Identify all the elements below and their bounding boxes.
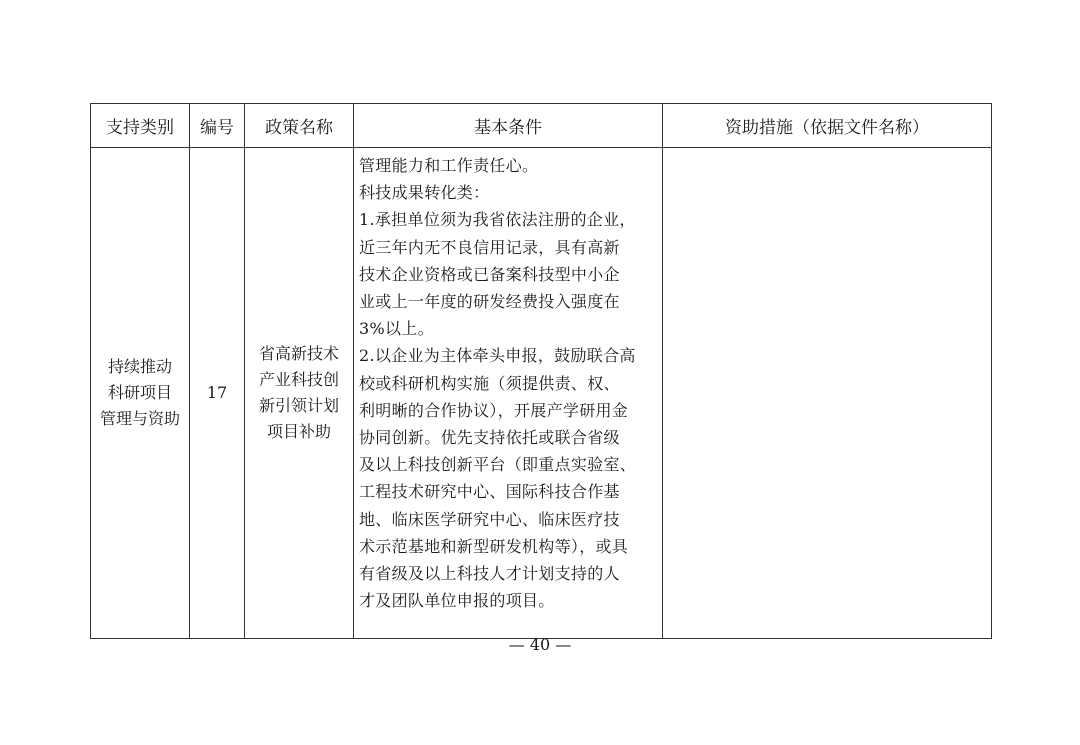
cell-number: 17 [190, 148, 245, 639]
policy-table [90, 103, 992, 639]
condition-line: 有省级及以上科技人才计划支持的人 [359, 564, 620, 584]
cell-category [91, 148, 190, 639]
category-line: 持续推动 [107, 357, 172, 376]
header-conditions: 基本条件 [354, 104, 663, 148]
policy-name-line: 产业科技创 [258, 370, 339, 389]
category-line: 科研项目 [107, 383, 172, 402]
condition-line: 近三年内无不良信用记录，具有高新 [359, 237, 620, 257]
header-policy-name: 政策名称 [245, 104, 354, 148]
condition-line: 科技成果转化类： [359, 183, 490, 203]
policy-name-line: 项目补助 [266, 422, 331, 441]
header-measures: 资助措施（依据文件名称） [663, 104, 992, 148]
cell-conditions [354, 148, 663, 639]
category-line: 管理与资助 [99, 409, 180, 428]
header-number: 编号 [190, 104, 245, 148]
condition-line: 才及团队单位申报的项目。 [359, 591, 555, 611]
condition-line: 利明晰的合作协议），开展产学研用金 [359, 400, 629, 420]
condition-line: 技术企业资格或已备案科技型中小企 [359, 264, 620, 284]
policy-name-line: 新引领计划 [258, 396, 339, 415]
condition-line: 协同创新。优先支持依托或联合省级 [359, 428, 620, 448]
condition-line: 及以上科技创新平台（即重点实验室、 [359, 455, 637, 475]
condition-line: 校或科研机构实施（须提供责、权、 [359, 373, 620, 393]
policy-name-line: 省高新技术 [258, 344, 339, 363]
condition-line: 地、临床医学研究中心、临床医疗技 [359, 509, 620, 529]
table-header-row [91, 104, 992, 148]
condition-line: 2.以企业为主体牵头申报，鼓励联合高 [359, 346, 636, 366]
cell-measures [663, 148, 992, 639]
condition-line: 1.承担单位须为我省依法注册的企业， [359, 210, 636, 230]
condition-line: 3%以上。 [359, 319, 434, 339]
condition-line: 管理能力和工作责任心。 [359, 156, 539, 175]
condition-line: 业或上一年度的研发经费投入强度在 [359, 292, 620, 312]
page-number: — 40 — [508, 635, 572, 654]
condition-line: 工程技术研究中心、国际科技合作基 [359, 482, 620, 502]
cell-policy-name [245, 148, 354, 639]
table-row [91, 148, 992, 639]
header-category: 支持类别 [91, 104, 190, 148]
condition-line: 术示范基地和新型研发机构等），或具 [359, 536, 629, 556]
